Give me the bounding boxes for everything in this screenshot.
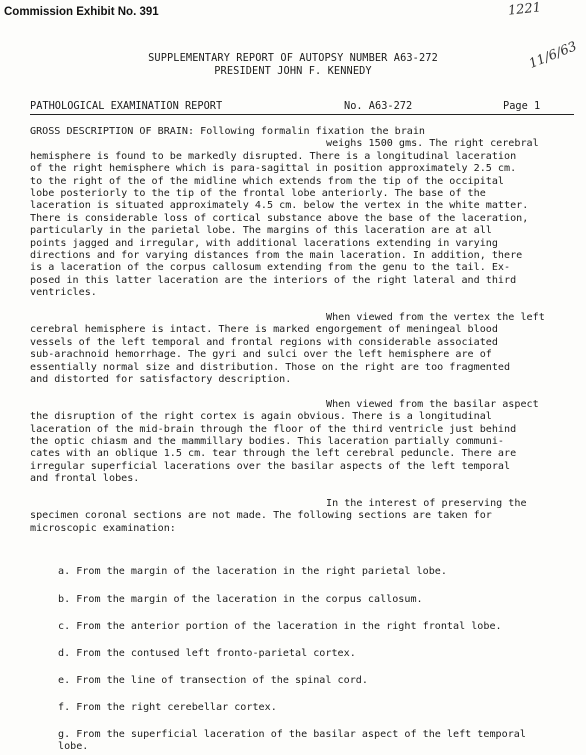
text-line: There is considerable loss of cortical substance above the base of the laceration,	[30, 212, 529, 224]
list-item: c. From the anterior portion of the laceration in the right frontal lobe.	[58, 621, 502, 632]
text-line: of the right hemisphere which is para-sagittal in position approximately 2.5 cm.	[30, 163, 517, 175]
text-line: irregular superficial lacerations over the basilar aspects of the left temporal	[30, 460, 511, 472]
text-line: vessels of the left temporal and frontal regions with considerable associated	[30, 336, 498, 348]
list-item: b. From the margin of the laceration in the corpus callosum.	[58, 594, 423, 605]
list-item: lobe.	[58, 741, 89, 752]
text-line: is a laceration of the corpus callosum extending from the genu to the tail. Ex-	[30, 262, 511, 274]
header-divider	[30, 114, 574, 115]
exhibit-label: Commission Exhibit No. 391	[4, 6, 159, 18]
list-item: g. From the superficial laceration of the basilar aspect of the left temporal	[58, 729, 526, 740]
text-line: posed in this latter laceration are the interiors of the right lateral and third	[30, 274, 517, 286]
text-line: particularly in the parietal lobe. The margins of this laceration are at all	[30, 225, 492, 237]
text-line: cates with an oblique 1.5 cm. tear through the left cerebral peduncle. There are	[30, 448, 517, 460]
text-line: When viewed from the vertex the left	[326, 312, 545, 323]
text-line: When viewed from the basilar aspect	[326, 398, 539, 410]
text-line: essentially normal size and distribution. Those on the right are too fragmented	[30, 361, 511, 373]
text-line: weighs 1500 gms. The right cerebral	[326, 138, 539, 150]
page-number: Page 1	[503, 100, 541, 112]
text-line: lobe posteriorly to the tip of the frontal lobe anteriorly. The base of the	[30, 188, 486, 199]
text-line: and frontal lobes.	[30, 473, 140, 485]
text-line: microscopic examination:	[30, 522, 176, 534]
list-item: a. From the margin of the laceration in the right parietal lobe.	[58, 566, 447, 577]
report-subtitle: PRESIDENT JOHN F. KENNEDY	[214, 65, 372, 77]
report-number: No. A63-272	[344, 100, 413, 112]
text-line: In the interest of preserving the	[326, 498, 527, 509]
text-line: ventricles.	[30, 287, 97, 299]
text-line: and distorted for satisfactory description.	[30, 374, 292, 385]
handwritten-date: 11/6/63	[527, 39, 580, 72]
text-line: laceration is situated approximately 4.5 cm. below the vertex in the white matter.	[30, 200, 529, 212]
text-line: points jagged and irregular, with additional lacerations extending in varying	[30, 237, 498, 249]
text-line: GROSS DESCRIPTION OF BRAIN: Following formalin fixation the brain	[30, 126, 426, 137]
handwritten-number: 1221	[507, 0, 542, 19]
text-line: the optic chiasm and the mammillary bodies. This laceration partially communi-	[30, 436, 505, 447]
text-line: laceration of the mid-brain through the floor of the third ventricle just behind	[30, 423, 517, 435]
text-line: the disruption of the right cortex is again obvious. There is a longitudinal	[30, 411, 492, 423]
list-item: e. From the line of transection of the spinal cord.	[58, 675, 368, 686]
text-line: sub-arachnoid hemorrhage. The gyri and sulci over the left hemisphere are of	[30, 349, 492, 361]
text-line: to the right of the of the midline which extends from the tip of the occipital	[30, 175, 505, 187]
list-item: d. From the contused left fronto-parietal cortex.	[58, 648, 356, 659]
report-type: PATHOLOGICAL EXAMINATION REPORT	[30, 100, 223, 112]
text-line: directions and for varying distances from the main laceration. In addition, there	[30, 250, 523, 261]
list-item: f. From the right cerebellar cortex.	[58, 702, 277, 713]
text-line: cerebral hemisphere is intact. There is marked engorgement of meningeal blood	[30, 324, 498, 336]
text-line: specimen coronal sections are not made. The following sections are taken for	[30, 510, 492, 522]
text-line: hemisphere is found to be markedly disrupted. There is a longitudinal laceration	[30, 150, 517, 162]
report-title: SUPPLEMENTARY REPORT OF AUTOPSY NUMBER A63-272	[148, 52, 438, 64]
